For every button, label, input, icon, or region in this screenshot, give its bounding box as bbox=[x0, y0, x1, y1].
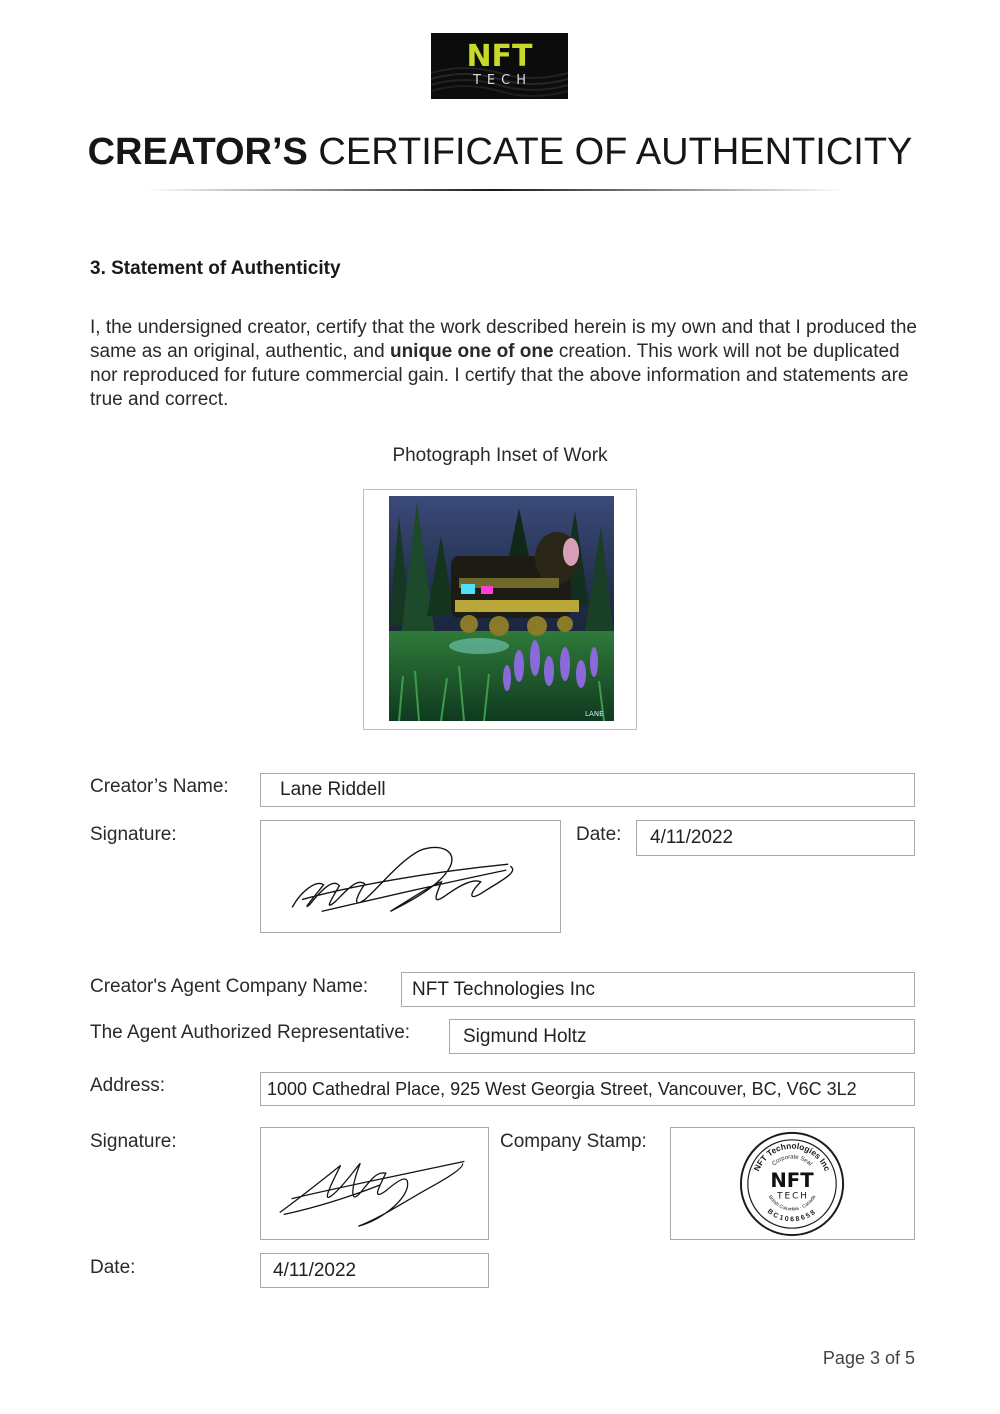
agent-rep-field[interactable]: Sigmund Holtz bbox=[449, 1019, 915, 1054]
creator-date-label: Date: bbox=[576, 824, 622, 845]
title-divider bbox=[145, 189, 845, 191]
agent-signature-image bbox=[261, 1128, 488, 1239]
title-bold-part: CREATOR’S bbox=[87, 131, 308, 173]
creator-signature-box[interactable] bbox=[260, 820, 561, 933]
logo-tech-text: TECH bbox=[472, 73, 532, 88]
creator-signature-label: Signature: bbox=[90, 824, 177, 845]
certificate-title bbox=[0, 128, 1000, 176]
statement-emphasis: unique one of one bbox=[389, 341, 554, 362]
agent-date-label: Date: bbox=[90, 1257, 136, 1278]
creator-name-label: Creator’s Name: bbox=[90, 776, 229, 797]
agent-company-field[interactable]: NFT Technologies Inc bbox=[401, 972, 915, 1007]
agent-date-field[interactable]: 4/11/2022 bbox=[260, 1253, 489, 1288]
agent-signature-label: Signature: bbox=[90, 1131, 177, 1152]
title-rest-part: CERTIFICATE OF AUTHENTICITY bbox=[307, 131, 913, 173]
agent-company-label: Creator's Agent Company Name: bbox=[90, 976, 369, 997]
statement-text-start: I, the undersigned creator, certify that the work described herein is my own and that I produced the same as an original, authentic, and bbox=[90, 317, 917, 362]
statement-text-end: creation. This work will not be duplicated nor reproduced for future commercial gain. I certify that the above information and statements are true and correct. bbox=[90, 341, 909, 410]
address-label: Address: bbox=[90, 1075, 165, 1096]
seal-number-text: BC1068658 bbox=[765, 1207, 819, 1224]
logo-nft-text: NFT bbox=[466, 39, 533, 74]
seal-bottom-text: British Columbia · Canada bbox=[766, 1194, 818, 1213]
creator-name-field[interactable]: Lane Riddell bbox=[260, 773, 915, 807]
svg-text:Corporate Seal bbox=[771, 1154, 812, 1167]
artwork-watermark: LANE bbox=[585, 710, 604, 718]
seal-center-tech: TECH bbox=[777, 1191, 809, 1202]
seal-center-nft: NFT bbox=[770, 1168, 814, 1192]
photo-caption: Photograph Inset of Work bbox=[392, 445, 608, 466]
artwork-photo bbox=[389, 496, 614, 721]
creator-signature-image bbox=[261, 821, 560, 932]
company-stamp-box bbox=[670, 1127, 915, 1240]
section-heading: 3. Statement of Authenticity bbox=[90, 258, 341, 279]
company-seal-image bbox=[671, 1128, 914, 1239]
agent-signature-box[interactable] bbox=[260, 1127, 489, 1240]
nft-tech-logo bbox=[431, 33, 568, 99]
company-stamp-label: Company Stamp: bbox=[500, 1131, 647, 1152]
seal-top-text: NFT Technologies Inc bbox=[751, 1140, 833, 1173]
creator-date-field[interactable]: 4/11/2022 bbox=[636, 820, 915, 856]
statement-paragraph bbox=[90, 316, 920, 412]
seal-inner-text: Corporate Seal bbox=[771, 1154, 813, 1168]
page-number: Page 3 of 5 bbox=[822, 1348, 915, 1368]
agent-rep-label: The Agent Authorized Representative: bbox=[90, 1022, 411, 1043]
address-field[interactable]: 1000 Cathedral Place, 925 West Georgia Street, Vancouver, BC, V6C 3L2 bbox=[260, 1072, 915, 1106]
